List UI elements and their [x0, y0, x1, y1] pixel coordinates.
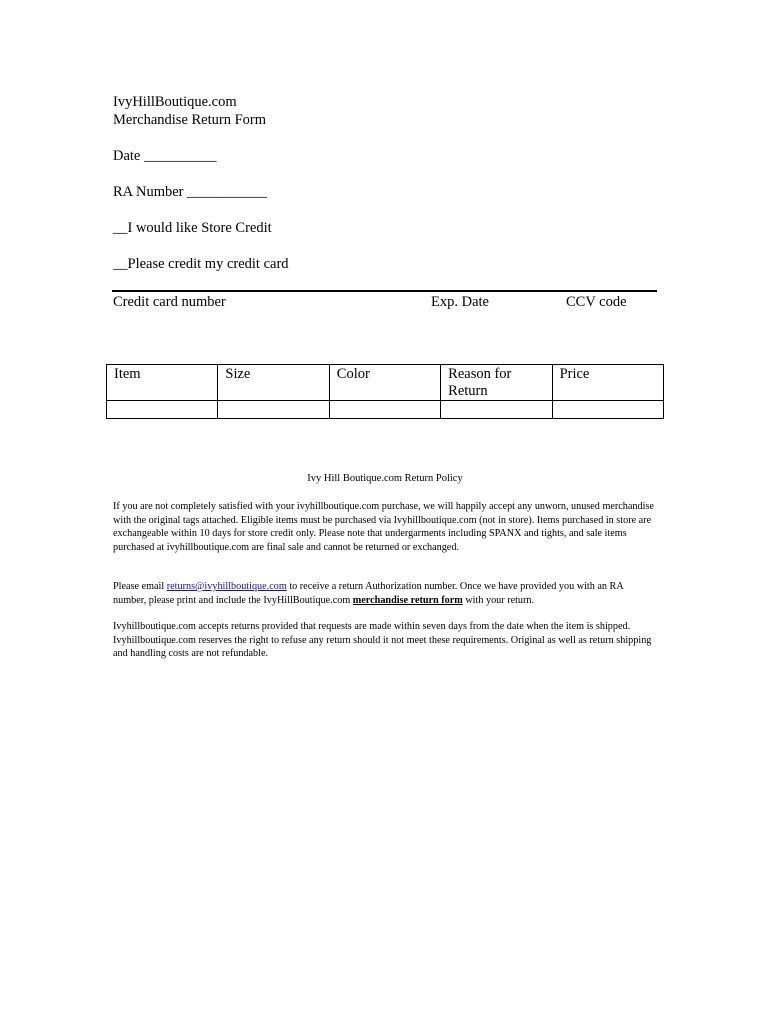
- table-cell[interactable]: [441, 401, 552, 419]
- policy-text: with your return.: [462, 594, 535, 606]
- policy-paragraph-3: Ivyhillboutique.com accepts returns provided that requests are made within seven days from the date when the item is shipped. Ivyhillboutique.com reserves the right to refuse any return should it not meet these requirements. Original as well as return shipping and handling costs are not refundable.: [113, 621, 652, 659]
- column-header: Reason for Return: [441, 365, 552, 401]
- credit-card-option[interactable]: __Please credit my credit card: [113, 256, 289, 272]
- column-header: Price: [552, 365, 663, 401]
- table-cell[interactable]: [552, 401, 663, 419]
- column-header: Size: [218, 365, 329, 401]
- policy-text: to receive a return Authorization number. Once we have provided you with an RA number, please print and include the IvyHillBoutique.com: [113, 581, 624, 606]
- credit-card-number-label: Credit card number: [113, 294, 226, 310]
- ra-number-field[interactable]: RA Number ___________: [113, 184, 267, 200]
- store-credit-option[interactable]: __I would like Store Credit: [113, 220, 272, 236]
- site-name: IvyHillBoutique.com: [113, 94, 237, 110]
- merchandise-return-form-text: merchandise return form: [352, 594, 463, 606]
- exp-date-label: Exp. Date: [431, 294, 489, 310]
- ccv-code-label: CCV code: [566, 294, 627, 310]
- returns-email-link[interactable]: returns@ivyhillboutique.com: [166, 581, 287, 592]
- table-header-row: [107, 365, 664, 401]
- return-items-table: [106, 364, 664, 419]
- card-divider: [112, 290, 657, 292]
- table-row: [107, 401, 664, 419]
- column-header: Item: [107, 365, 218, 401]
- date-field[interactable]: Date __________: [113, 148, 217, 164]
- policy-paragraph-2: [113, 580, 658, 607]
- table-cell[interactable]: [329, 401, 440, 419]
- column-header: Color: [329, 365, 440, 401]
- table-cell[interactable]: [218, 401, 329, 419]
- table-cell[interactable]: [107, 401, 218, 419]
- policy-paragraph-1: If you are not completely satisfied with your ivyhillboutique.com purchase, we will happily accept any unworn, unused merchandise with the original tags attached. Eligible items must be purchased via Ivyhillboutique.com (not in store). Items purchased in store are exchangeable within 10 days for store credit only. Please note that undergarments including SPANX and tights, and sale items purchased at ivyhillboutique.com are final sale and cannot be returned or exchanged.: [113, 501, 654, 553]
- policy-text: Please email: [113, 581, 167, 592]
- form-title: Merchandise Return Form: [113, 112, 267, 128]
- policy-title: Ivy Hill Boutique.com Return Policy: [307, 473, 463, 484]
